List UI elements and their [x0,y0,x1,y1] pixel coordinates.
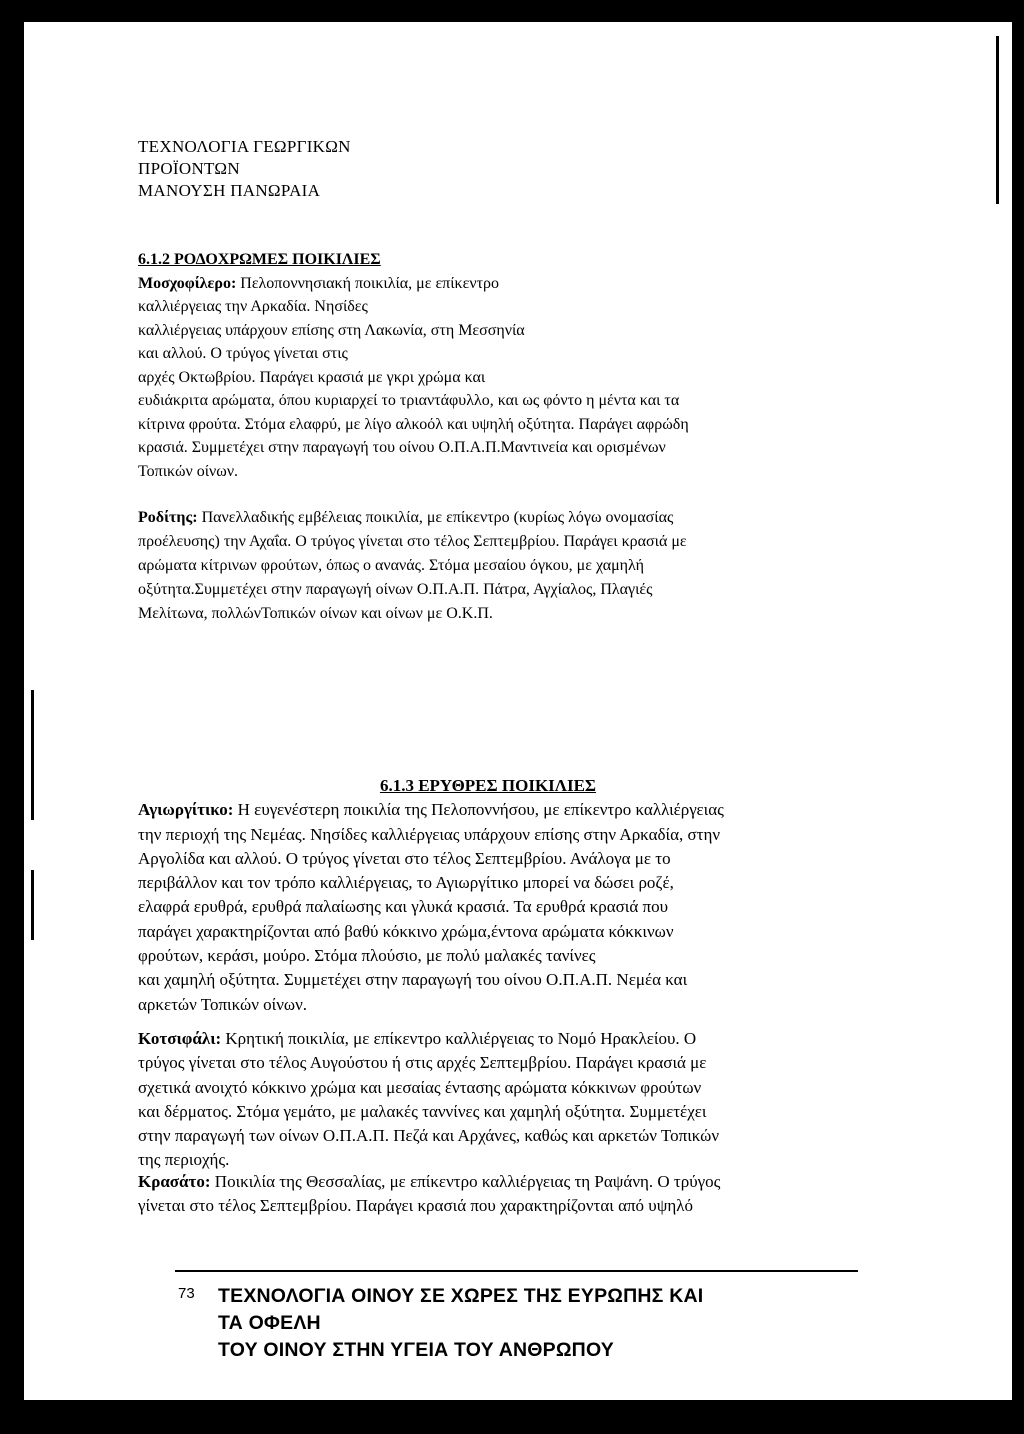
paragraph-line: παράγει χαρακτηρίζονται από βαθύ κόκκινο χρώμα,έντονα αρώματα κόκκινων [138,921,674,941]
footer-divider [175,1270,858,1272]
paragraph-line: ελαφρά ερυθρά, ερυθρά παλαίωσης και γλυκά κρασιά. Τα ερυθρά κρασιά που [138,897,668,917]
paragraph-agiorgitiko [138,798,838,1017]
paragraph-roditis [138,506,687,626]
paragraph-line: και δέρματος. Στόμα γεμάτο, με μαλακές ταννίνες και χαμηλή οξύτητα. Συμμετέχει [138,1101,707,1121]
variety-term: Κρασάτο: [138,1172,211,1191]
footer-title [218,1283,703,1364]
paragraph-line: Αγιωργίτικο: Η ευγενέστερη ποικιλία της Πελοποννήσου, με επίκεντρο καλλιέργειας [138,800,724,820]
paragraph-line: την περιοχή της Νεμέας. Νησίδες καλλιέργειας υπάρχουν επίσης στην Αρκαδία, στην [138,824,721,844]
variety-term: Αγιωργίτικο: [138,800,234,820]
paragraph-line: Τοπικών οίνων. [138,462,239,480]
paragraph-line: καλλιέργειας την Αρκαδία. Νησίδες [138,298,368,315]
paragraph-line: σχετικά ανοιχτό κόκκινο χρώμα και μεσαίας έντασης αρώματα κόκκινων φρούτων [138,1077,702,1097]
paragraph-line: γίνεται στο τέλος Σεπτεμβρίου. Παράγει κρασιά που χαρακτηρίζονται από υψηλό [138,1196,693,1216]
paragraph-line: Αργολίδα και αλλού. Ο τρύγος γίνεται στο τέλος Σεπτεμβρίου. Ανάλογα με το [138,848,671,868]
paragraph-line: περιβάλλον και τον τρόπο καλλιέργειας, το Αγιωργίτικο μπορεί να δώσει ροζέ, [138,873,674,893]
variety-term: Κοτσιφάλι: [138,1029,222,1048]
paragraph-moschofilero [138,272,689,484]
paragraph-kotsifali [138,1027,719,1173]
paragraph-line: της περιοχής. [138,1150,230,1170]
footer-title-line: ΤΑ ΟΦΕΛΗ [218,1312,321,1334]
paragraph-line: προέλευσης) την Αχαΐα. Ο τρύγος γίνεται στο τέλος Σεπτεμβρίου. Παράγει κρασιά με [138,533,687,550]
section-rose-varieties [138,248,689,483]
paragraph-line: ευδιάκριτα αρώματα, όπου κυριαρχεί το τριαντάφυλλο, και ως φόντο η μέντα και τα [138,392,680,409]
header-author: ΜΑΝΟΥΣΗ ΠΑΝΩΡΑΙΑ [138,181,321,200]
variety-term: Ροδίτης: [138,509,198,526]
paragraph-line: αρχές Οκτωβρίου. Παράγει κρασιά με γκρι χρώμα και [138,368,486,386]
paragraph-line: καλλιέργειας υπάρχουν επίσης στη Λακωνία, στη Μεσσηνία [138,321,525,339]
paragraph-line: στην παραγωγή των οίνων Ο.Π.Α.Π. Πεζά και Αρχάνες, καθώς και αρκετών Τοπικών [138,1126,720,1146]
paragraph-line: και αλλού. Ο τρύγος γίνεται στις [138,345,348,362]
page-number: 73 [178,1285,195,1302]
paragraph-line: κίτρινα φρούτα. Στόμα ελαφρύ, με λίγο αλκοόλ και υψηλή οξύτητα. Παράγει αφρώδη [138,415,689,433]
paragraph-line: οξύτητα.Συμμετέχει στην παραγωγή οίνων Ο.Π.Α.Π. Πάτρα, Αγχίαλος, Πλαγιές [138,581,653,598]
section-title: 6.1.2 ΡΟΔΟΧΡΩΜΕΣ ΠΟΙΚΙΛΙΕΣ [138,251,381,268]
paragraph-line: Κρασάτο: Ποικιλία της Θεσσαλίας, με επίκεντρο καλλιέργειας τη Ραψάνη. Ο τρύγος [138,1172,721,1191]
paragraph-line: Ροδίτης: Πανελλαδικής εμβέλειας ποικιλία, με επίκεντρο (κυρίως λόγω ονομασίας [138,509,674,526]
paragraph-line: Μοσχοφίλερο: Πελοποννησιακή ποικιλία, με επίκεντρο [138,274,499,292]
scan-edge-mark [996,36,999,204]
scan-edge-mark [31,690,34,820]
paragraph-krasato [138,1170,720,1219]
paragraph-line: φρούτων, κεράσι, μούρο. Στόμα πλούσιο, με πολύ μαλακές τανίνες [138,946,596,966]
document-header [138,136,351,202]
variety-term: Μοσχοφίλερο: [138,274,237,292]
header-course-line-2: ΠΡΟΪΟΝΤΩΝ [138,159,240,178]
paragraph-line: αρκετών Τοπικών οίνων. [138,994,308,1014]
paragraph-line: και χαμηλή οξύτητα. Συμμετέχει στην παραγωγή του οίνου Ο.Π.Α.Π. Νεμέα και [138,970,688,990]
footer-title-line: ΤΕΧΝΟΛΟΓΙΑ ΟΙΝΟΥ ΣΕ ΧΩΡΕΣ ΤΗΣ ΕΥΡΩΠΗΣ ΚΑΙ [218,1285,704,1307]
header-course-line-1: ΤΕΧΝΟΛΟΓΙΑ ΓΕΩΡΓΙΚΩΝ [138,137,351,156]
paragraph-line: τρύγος γίνεται στο τέλος Αυγούστου ή στις αρχές Σεπτεμβρίου. Παράγει κρασιά με [138,1053,707,1073]
section-title: 6.1.3 ΕΡΥΘΡΕΣ ΠΟΙΚΙΛΙΕΣ [379,776,597,795]
paragraph-line: κρασιά. Συμμετέχει στην παραγωγή του οίνου Ο.Π.Α.Π.Μαντινεία και ορισμένων [138,439,666,456]
paragraph-line: Κοτσιφάλι: Κρητική ποικιλία, με επίκεντρο καλλιέργειας το Νομό Ηρακλείου. Ο [138,1029,697,1048]
paragraph-line: αρώματα κίτρινων φρούτων, όπως ο ανανάς. Στόμα μεσαίου όγκου, με χαμηλή [138,557,644,574]
scan-edge-mark [31,870,34,940]
paragraph-line: Μελίτωνα, πολλώνΤοπικών οίνων και οίνων με Ο.Κ.Π. [138,605,493,622]
section-red-varieties [138,774,838,1017]
footer-title-line: ΤΟΥ ΟΙΝΟΥ ΣΤΗΝ ΥΓΕΙΑ ΤΟΥ ΑΝΘΡΩΠΟΥ [218,1339,614,1361]
